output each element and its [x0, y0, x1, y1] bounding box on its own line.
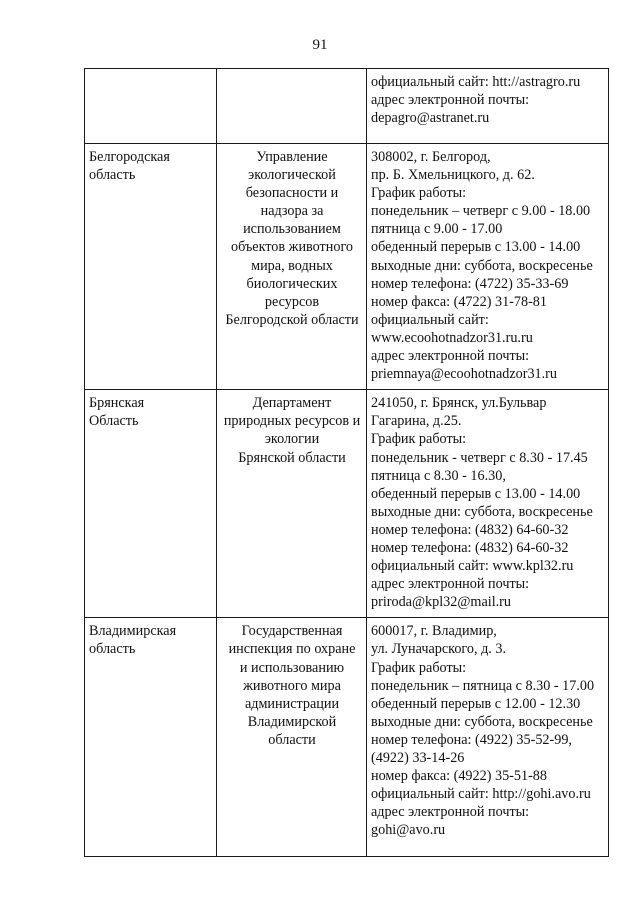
agency-line: области: [268, 731, 316, 748]
contacts-line: понедельник – четверг с 9.00 - 18.00: [371, 203, 591, 220]
region-line: Область: [89, 413, 139, 430]
contacts-line: priroda@kpl32@mail.ru: [371, 594, 511, 611]
agency-line: надзора за: [260, 203, 324, 220]
agency-line: Департамент: [252, 395, 332, 412]
contacts-line: пятница с 8.30 - 16.30,: [371, 467, 506, 484]
agency-line: мира, водных: [251, 257, 333, 274]
contacts-line: понедельник – пятница с 8.30 - 17.00: [371, 677, 595, 694]
contacts-line: номер телефона: (4832) 64-60-32: [371, 521, 569, 538]
contacts-line: 241050, г. Брянск, ул.Бульвар: [371, 395, 547, 412]
contacts-line: 308002, г. Белгород,: [371, 149, 491, 165]
contacts-line: пятница с 9.00 - 17.00: [371, 221, 503, 238]
table-row: [85, 144, 609, 390]
contacts-line: gohi@avo.ru: [371, 822, 446, 839]
contacts-line: обеденный перерыв с 12.00 - 12.30: [371, 695, 581, 712]
agency-line: объектов животного: [231, 239, 353, 256]
region-cell: [85, 390, 217, 618]
contacts-line: ул. Луначарского, д. 3.: [371, 641, 507, 658]
agencies-table: [84, 68, 609, 857]
contacts-line: адрес электронной почты:: [371, 92, 530, 109]
agency-line: и использованию: [239, 659, 345, 676]
agency-line: животного мира: [243, 677, 341, 694]
agency-line: Управление: [256, 149, 328, 165]
agency-cell: [217, 390, 367, 618]
contacts-line: понедельник - четверг с 8.30 - 17.45: [371, 449, 588, 466]
contacts-line: Гагарина, д.25.: [371, 413, 462, 430]
agency-line: ресурсов: [264, 293, 320, 310]
table-row: [85, 618, 609, 857]
contacts-line: выходные дни: суббота, воскресенье: [371, 713, 593, 730]
contacts-line: График работы:: [371, 659, 467, 676]
contacts-line: График работы:: [371, 431, 467, 448]
contacts-line: выходные дни: суббота, воскресенье: [371, 503, 593, 520]
contacts-line: depagro@astranet.ru: [371, 110, 490, 127]
agency-line: экологической: [248, 167, 336, 184]
contacts-line: www.ecoohotnadzor31.ru.ru: [371, 329, 533, 346]
contacts-line: официальный сайт: htt://astragro.ru: [371, 74, 581, 90]
region-line: область: [89, 641, 136, 658]
region-cell: [85, 618, 217, 857]
agency-cell: [217, 144, 367, 390]
agency-line: администрации: [244, 695, 340, 712]
agency-line: безопасности и: [245, 185, 339, 202]
contacts-line: 600017, г. Владимир,: [371, 623, 497, 640]
table-row: [85, 69, 609, 144]
agency-line: Государственная: [241, 623, 343, 640]
region-cell: [85, 69, 217, 144]
region-line: область: [89, 167, 136, 184]
agency-line: природных ресурсов и: [223, 413, 361, 430]
agency-line: Брянской области: [238, 449, 346, 466]
table-row: [85, 390, 609, 618]
contacts-cell: [367, 390, 609, 618]
table-body: [85, 69, 609, 857]
contacts-line: официальный сайт:: [371, 311, 489, 328]
contacts-line: номер факса: (4722) 31-78-81: [371, 293, 547, 310]
contacts-line: номер телефона: (4832) 64-60-32: [371, 539, 569, 556]
region-line: Брянская: [89, 395, 145, 412]
contacts-line: priemnaya@ecoohotnadzor31.ru: [371, 366, 558, 383]
contacts-line: пр. Б. Хмельницкого, д. 62.: [371, 167, 535, 184]
contacts-line: номер телефона: (4722) 35-33-69: [371, 275, 569, 292]
contacts-line: адрес электронной почты:: [371, 576, 530, 593]
contacts-cell: [367, 69, 609, 144]
page-number: 91: [312, 37, 328, 53]
contacts-line: официальный сайт: http://gohi.avo.ru: [371, 786, 591, 803]
contacts-line: выходные дни: суббота, воскресенье: [371, 257, 593, 274]
contacts-line: адрес электронной почты:: [371, 804, 530, 821]
contacts-cell: [367, 144, 609, 390]
contacts-line: адрес электронной почты:: [371, 348, 530, 365]
agency-cell: [217, 618, 367, 857]
region-line: Владимирская: [89, 623, 177, 640]
agency-line: Белгородской области: [225, 311, 359, 328]
contacts-line: номер телефона: (4922) 35-52-99,: [371, 731, 572, 748]
contacts-line: обеденный перерыв с 13.00 - 14.00: [371, 485, 581, 502]
contacts-line: обеденный перерыв с 13.00 - 14.00: [371, 239, 581, 256]
contacts-line: номер факса: (4922) 35-51-88: [371, 768, 547, 785]
contacts-line: График работы:: [371, 185, 467, 202]
agency-line: биологических: [246, 275, 338, 292]
region-cell: [85, 144, 217, 390]
agency-line: использованием: [243, 221, 341, 238]
region-line: Белгородская: [89, 149, 170, 165]
contacts-line: официальный сайт: www.kpl32.ru: [371, 558, 574, 575]
agency-line: инспекция по охране: [228, 641, 356, 658]
agency-cell: [217, 69, 367, 144]
contacts-cell: [367, 618, 609, 857]
agency-line: Владимирской: [247, 713, 337, 730]
contacts-line: (4922) 33-14-26: [371, 750, 465, 766]
agency-line: экологии: [264, 431, 320, 448]
